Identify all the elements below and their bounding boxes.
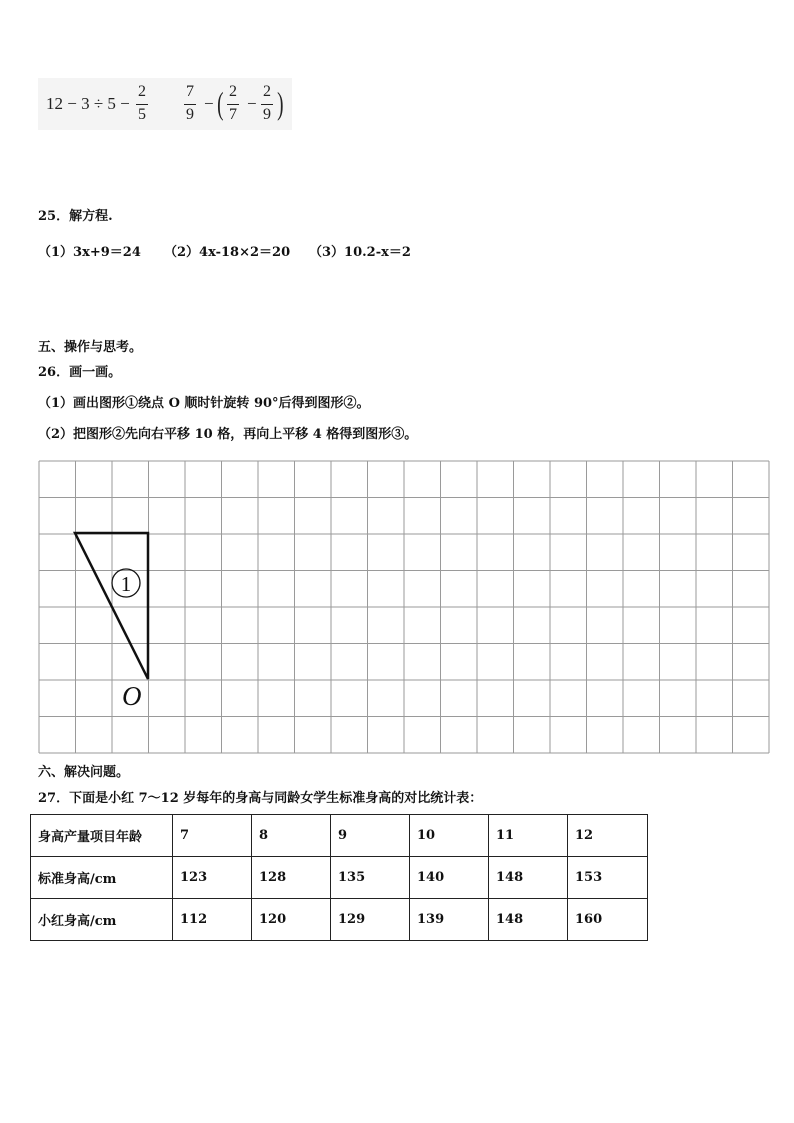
fraction-bar [136, 104, 148, 105]
table-cell: 140 [410, 857, 489, 899]
table-cell: 120 [252, 899, 331, 941]
question-26-task-2: （2）把图形②先向右平移 10 格，再向上平移 4 格得到图形③。 [38, 427, 418, 442]
table-header-cell: 7 [173, 815, 252, 857]
minus-sign: − [247, 94, 257, 113]
fraction-bar [227, 104, 239, 105]
table-cell: 153 [568, 857, 648, 899]
point-o-label: O [122, 681, 142, 711]
expression-box [38, 78, 292, 130]
table-cell: 123 [173, 857, 252, 899]
expression-1-prefix: 12 − 3 ÷ 5 − [46, 94, 130, 113]
table-cell: 148 [489, 899, 568, 941]
table-cell: 129 [331, 899, 410, 941]
fraction-denominator: 9 [186, 106, 194, 123]
fraction-bar [184, 104, 196, 105]
section-6-heading: 六、解决问题。 [38, 765, 130, 780]
question-27-title: 27．下面是小红 7～12 岁每年的身高与同龄女学生标准身高的对比统计表： [38, 791, 483, 806]
equation-1: （1）3x+9＝24 [38, 245, 141, 260]
left-paren: ( [217, 85, 224, 121]
minus-sign: − [204, 94, 214, 113]
right-paren: ) [277, 85, 284, 121]
fraction-denominator: 5 [138, 106, 146, 123]
fraction-numerator: 2 [229, 83, 237, 100]
table-cell: 128 [252, 857, 331, 899]
fraction-numerator: 2 [138, 83, 146, 100]
question-26-title: 26．画一画。 [38, 365, 122, 380]
equation-3: （3）10.2-x＝2 [309, 245, 411, 260]
table-header-cell: 11 [489, 815, 568, 857]
height-comparison-table [30, 814, 648, 941]
table-cell: 标准身高/cm [31, 857, 173, 899]
shape-label-1: 1 [120, 572, 132, 596]
fraction-bar [261, 104, 273, 105]
table-header-cell: 身高产量项目年龄 [31, 815, 173, 857]
table-cell: 139 [410, 899, 489, 941]
fraction-denominator: 9 [263, 106, 271, 123]
table-header-cell: 10 [410, 815, 489, 857]
section-5-heading: 五、操作与思考。 [38, 340, 143, 355]
table-cell: 135 [331, 857, 410, 899]
table-row [31, 857, 648, 899]
table-cell: 小红身高/cm [31, 899, 173, 941]
drawing-grid[interactable] [38, 460, 770, 754]
table-row [31, 899, 648, 941]
question-25-title: 25．解方程. [38, 209, 113, 224]
question-26-task-1: （1）画出图形①绕点 O 顺时针旋转 90°后得到图形②。 [38, 396, 370, 411]
table-cell: 160 [568, 899, 648, 941]
table-header-cell: 12 [568, 815, 648, 857]
equation-2: （2）4x-18×2＝20 [164, 245, 291, 260]
fraction-numerator: 7 [186, 83, 194, 100]
table-cell: 112 [173, 899, 252, 941]
table-header-cell: 9 [331, 815, 410, 857]
fraction-numerator: 2 [263, 83, 271, 100]
table-header-cell: 8 [252, 815, 331, 857]
table-header-row [31, 815, 648, 857]
fraction-denominator: 7 [229, 106, 237, 123]
table-cell: 148 [489, 857, 568, 899]
